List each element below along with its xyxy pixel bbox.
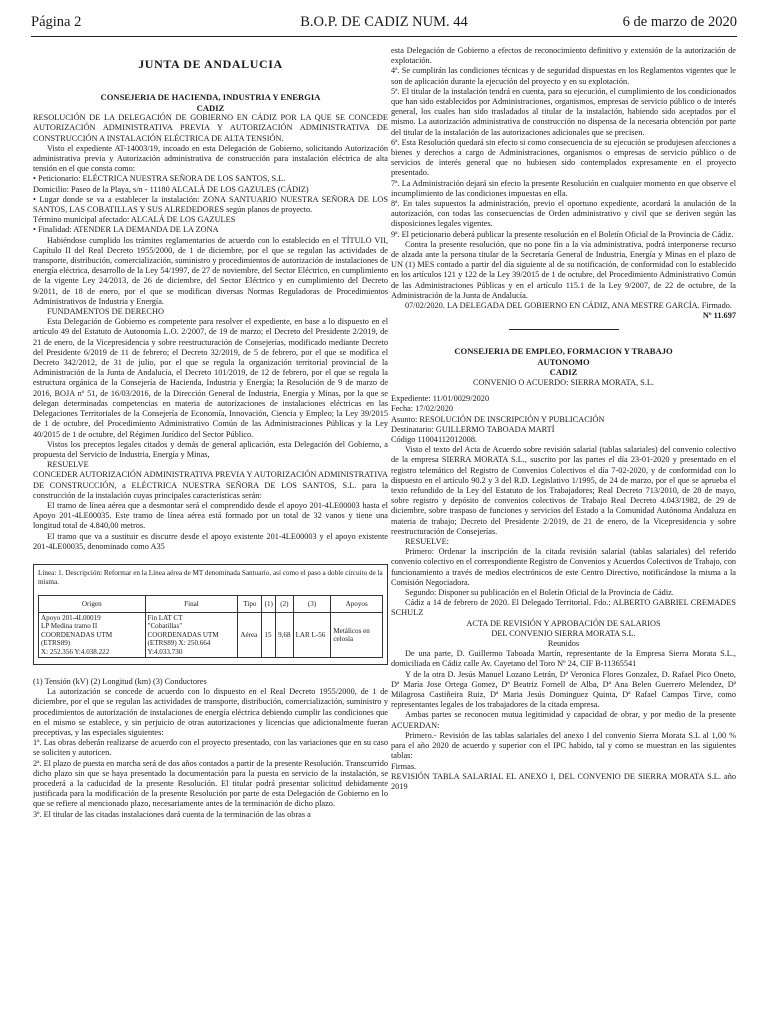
act-subtitle: DEL CONVENIO SIERRA MORATA S.L. bbox=[491, 628, 636, 638]
line-spec-box bbox=[33, 564, 388, 665]
condition-item: 6ª. Esta Resolución quedará sin efecto si como consecuencia de su ejecución se produjesen afecciones a bienes y derechos a cargo de Administraciones, organismos o empresas de servicio público o de servicios de interés general que no hubiesen sido contemplados expresamente en el proyecto presentado. bbox=[391, 137, 736, 178]
table-row bbox=[39, 612, 383, 657]
department-city: CADIZ bbox=[196, 102, 225, 113]
column-header: (1) bbox=[262, 595, 276, 612]
agreement-title: CONVENIO O ACUERDO: SIERRA MORATA, S.L. bbox=[473, 377, 654, 387]
bulletin-title: B.O.P. DE CADIZ NUM. 44 bbox=[300, 14, 468, 30]
location: • Lugar donde se va a establecer la instalación: ZONA SANTUARIO NUESTRA SEÑORA DE LOS SANTOS, LAS COBATILLAS Y SUS ALREDEDORES según planos de proyecto. bbox=[33, 194, 388, 215]
signature: 07/02/2020. LA DELEGADA DEL GOBIERNO EN CÁDIZ, ANA MESTRE GARCÍA. Firmado. bbox=[405, 301, 732, 311]
page-header bbox=[31, 12, 737, 37]
left-column bbox=[33, 46, 388, 1021]
announcement-number: Nº 11.697 bbox=[702, 311, 736, 321]
condition-item: 1ª. Las obras deberán realizarse de acuerdo con el proyecto presentado, con las variaciones que en su caso se soliciten y autoricen. bbox=[33, 738, 388, 758]
column-header: Origen bbox=[39, 595, 146, 612]
table-header-row bbox=[39, 595, 383, 612]
paragraph: Primero.- Revisión de las tablas salariales del anexo I del convenio Sierra Morata S.L al 1,00 % para el año 2020 de acuerdo y superior con el IPC habido, tal y como se muestran en las siguientes tablas: bbox=[391, 730, 736, 761]
paragraph: El tramo de línea aérea que a desmontar será el comprendido desde el apoyo 201-4LE00003 hasta el Apoyo 201-4LE00035. Este tramo de línea aérea está formado por un total de 32 vanos y tiene una longitud total de 4.840,00 metros. bbox=[33, 500, 388, 531]
column-header: Apoyos bbox=[331, 595, 383, 612]
department-title: CONSEJERIA DE HACIENDA, INDUSTRIA Y ENERGIA bbox=[100, 92, 321, 103]
paragraph: Habiéndose cumplido los trámites reglamentarios de acuerdo con lo establecido en el TÍTULO VII, Capítulo II del Real Decreto 1955/2000, de 1 de diciembre, por el que se regulan las actividades de transporte, distribución, comercialización, suministro y procedimientos de autorización de instalaciones de energía eléctrica, desarrollo de la Ley 54/1997, de 27 de noviembre, del Sector Eléctrico, en cumplimiento de la vigente Ley 24/2013, de 26 de diciembre, del Sector Eléctrico y en cumplimiento del Decreto 9/2011, de 18 de enero, por el que se modifican diversas Normas Reguladoras de Procedimientos Administrativos de Industria y Energía. bbox=[33, 235, 388, 306]
department-city: CADIZ bbox=[549, 367, 578, 378]
section-heading-junta: JUNTA DE ANDALUCIA bbox=[138, 57, 283, 71]
act-title: ACTA DE REVISIÓN Y APROBACIÓN DE SALARIOS bbox=[466, 618, 661, 628]
table-footnote: (1) Tensión (kV) (2) Longitud (km) (3) Conductores bbox=[33, 676, 207, 686]
resolution-title: RESOLUCIÓN DE LA DELEGACIÓN DE GOBIERNO EN CÁDIZ POR LA QUE SE CONCEDE AUTORIZACIÓN ADMINISTRATIVA PREVIA Y AUTORIZACIÓN ADMINISTRATIVA DE CONSTRUCCIÓN A INSTALACIÓN ELÉCTRICA DE ALTA TENSIÓN. bbox=[33, 113, 388, 143]
paragraph: Visto el texto del Acta de Acuerdo sobre revisión salarial (tablas salariales) del convenio colectivo de la empresa SIERRA MORATA S.L., suscrito por las partes el día 23-01-2020 y presentado en el registro telemático del Registro de Convenios Colectivos el día 7-02-2020, y de conformidad con lo dispuesto en el artículo 90.2 y 3 del R.D. Legislativo 1/1995, de 24 de marzo, por el que se aprueba el texto refundido de la Ley del Estatuto de los Trabajadores; Real Decreto 713/2010, de 28 de mayo, sobre registro y depósito de convenios colectivos de Trabajo Real Decreto 4.043/1982, de 29 de diciembre, sobre traspaso de funciones y servicios del Estado a la Comunidad Autónoma Andaluza en materia de trabajo; Decreto del Presidente 2/2019, de 21 de enero, de la Vicepresidencia y sobre reestructuración de Consejerías. bbox=[391, 445, 736, 536]
signature: Cádiz a 14 de febrero de 2020. El Delegado Territorial. Fdo.: ALBERTO GABRIEL CREMADES SCHULZ bbox=[391, 598, 736, 618]
right-column bbox=[391, 46, 736, 1021]
table-cell-longitud: 9,68 bbox=[276, 612, 293, 657]
condition-item: 5ª. El titular de la instalación tendrá en cuenta, para su ejecución, el cumplimiento de los condicionados que han sido establecidos por Administraciones, organismos, empresas de servicio público o de interés general, los cuales han sido trasladados al titular de la instalación, habiendo sido aceptados por el mismo. La autorización administrativa de construcción no dispensa de la necesaria obtención por parte del titular de la instalación de las autorizaciones adicionales que se precisen. bbox=[391, 86, 736, 137]
paragraph: Ambas partes se reconocen mutua legitimidad y capacidad de obrar, y por medio de la presente ACUERDAN: bbox=[391, 710, 736, 730]
paragraph: Segundo: Disponer su publicación en el Boletín Oficial de la Provincia de Cádiz. bbox=[405, 588, 674, 598]
paragraph: El tramo que va a sustituir es discurre desde el apoyo existente 201-4LE00003 y el apoyo existente 201-4LE00035, denominado como A35 bbox=[33, 531, 388, 551]
condition-item: 9ª. El peticionario deberá publicar la presente resolución en el Boletín Oficial de la Provincia de Cádiz. bbox=[391, 229, 734, 239]
paragraph: Esta Delegación de Gobierno es competente para resolver el expediente, en base a lo dispuesto en el artículo 49 del Estatuto de Autonomía L.O. 2/2007, de 19 de marzo; el Decreto del Presidente 2/2019, de 21 de enero, de la Vicepresidencia y sobre reestructuración de Consejerías, modificado mediante Decreto del Presidente 6/2019 de 11 de febrero; el Decreto 32/2019, de 5 de febrero, por el que se modifica el Decreto 342/2012, de 31 de julio, por el que se regula la organización territorial provincial de la Administración de la Junta de Andalucía, el Decreto 101/2019, de 12 de febrero, por el que se regula la estructura orgánica de la Consejería de Hacienda, Industria y Energía; la Resolución de 9 de marzo de 2016, BOJA nº 51, de 16/03/2016, de la Dirección General de Industria, Energía y Minas, por la que se delegan determinadas competencias en materia de autorizaciones de instalaciones eléctricas en las Delegaciones Territoriales de la Consejería de Economía, Innovación, Ciencia y Empleo; la Ley 39/2015 de 1 de octubre, del Procedimiento Administrativo Común de las Administraciones Públicas y la Ley 40/2015 de 1 de octubre, del Régimen Jurídico del Sector Público. bbox=[33, 317, 388, 439]
signatures-label: Firmas. bbox=[391, 761, 417, 771]
subheading: RESUELVE: bbox=[405, 537, 449, 547]
table-cell-conductores: LAR L-56 bbox=[293, 612, 331, 657]
paragraph: Primero: Ordenar la inscripción de la citada revisión salarial (tablas salariales) del referido convenio colectivo en el correspondiente Registro de Convenios y Acuerdos Colectivos de Trabajo, con funcionamiento a través de medios electrónicos de este Centro Directivo, notificándose la misma a la Comisión Negociadora. bbox=[391, 547, 736, 587]
municipality: Término municipal afectado: ALCALÁ DE LOS GAZULES bbox=[33, 215, 236, 225]
paragraph: Visto el expediente AT-14003/19, incoado en esta Delegación de Gobierno, solicitando Autorización administrativa previa y Autorización administrativa de construcción para instalación eléctrica de alta tensión en el que consta como: bbox=[33, 143, 388, 174]
column-header: (2) bbox=[276, 595, 293, 612]
subheading: FUNDAMENTOS DE DERECHO bbox=[47, 307, 164, 317]
paragraph: De una parte, D. Guillermo Taboada Martín, representante de la Empresa Sierra Morata S.L., domiciliada en Cádiz calle Av. Cayetano del Toro Nº 24, CIF B-11365541 bbox=[391, 649, 736, 669]
paragraph: Contra la presente resolución, que no pone fin a la vía administrativa, podrá interponerse recurso de alzada ante la persona titular de la Secretaría General de Industria, Energía y Minas en el plazo de UN (1) MES contado a partir del día siguiente al de su notificación, de conformidad con lo establecido en los artículos 121 y 122 de la Ley 39/2015 de 1 de octubre, del Procedimiento Administrativo Común de las Administraciones Públicas y en el artículo 115.1 de la Ley 9/2007, de 22 de octubre, de la Administración de la Junta de Andalucía. bbox=[391, 239, 736, 300]
address: Domicilio: Paseo de la Playa, s/n - 11180 ALCALÁ DE LOS GAZULES (CÁDIZ) bbox=[33, 184, 309, 194]
paragraph: esta Delegación de Gobierno a efectos de reconocimiento definitivo y extensión de la autorización de explotación. bbox=[391, 46, 736, 66]
table-cell-tension: 15 bbox=[262, 612, 276, 657]
paragraph: CONCEDER AUTORIZACIÓN ADMINISTRATIVA PREVIA Y AUTORIZACIÓN ADMINISTRATIVA DE CONSTRUCCIÓN, a ELÉCTRICA NUESTRA SEÑORA DE LOS SANTOS, S.L. para la construcción de la instalación cuyas principales características serán: bbox=[33, 470, 388, 500]
table-cell-final: Fin LAT CT "Cobatillas" COORDENADAS UTM (ETRS89) X: 250.664 Y:4.033.730 bbox=[145, 612, 238, 657]
table-title: REVISIÓN TABLA SALARIAL EL ANEXO I, DEL CONVENIO DE SIERRA MORATA S.L. año 2019 bbox=[391, 771, 736, 791]
subheading: Reunidos bbox=[547, 639, 580, 649]
column-header: Final bbox=[145, 595, 238, 612]
publication-date: 6 de marzo de 2020 bbox=[622, 14, 737, 30]
page-number: Página 2 bbox=[31, 14, 82, 30]
paragraph: Y de la otra D. Jesús Manuel Lozano Letrán, Dª Veronica Flores Gonzalez, D. Rafael Pico Oneto, Dª María Jose Ortega Gomez, Dª Beatriz Fornell de Alba, Dª Ana Belen Guerrero Melendez, Dª Milagrosa Castiñeira Ruiz, Dª Maria Jesús Dominguez Quinta, Dª Rafael Campos Tirve, como representantes legales de los trabajadores de la citada empresa. bbox=[391, 669, 736, 710]
table-cell-apoyos: Metálicos en celosía bbox=[331, 612, 383, 657]
file-code: Código 11004112012008. bbox=[391, 435, 478, 444]
table-cell-origen: Apoyo 201-4L00019 LP Medina tramo II COORDENADAS UTM (ETRS89) X: 252.356 Y:4.038.222 bbox=[39, 612, 146, 657]
column-header: Tipo bbox=[238, 595, 262, 612]
condition-item: 4ª. Se cumplirán las condiciones técnicas y de seguridad dispuestas en los Reglamentos vigentes que le son de aplicación durante la ejecución del proyecto y en su explotación. bbox=[391, 66, 736, 86]
condition-item: 3ª. El titular de las citadas instalaciones dará cuenta de la terminación de las obras a bbox=[33, 809, 311, 819]
subheading: RESUELVE bbox=[47, 460, 89, 470]
paragraph: Vistos los preceptos legales citados y demás de general aplicación, esta Delegación del Gobierno, a propuesta del Servicio de Industria, Energía y Minas, bbox=[33, 439, 388, 459]
purpose: • Finalidad: ATENDER LA DEMANDA DE LA ZONA bbox=[33, 225, 219, 235]
file-number: Expediente: 11/01/0029/2020 bbox=[391, 394, 490, 404]
file-recipient: Destinatario: GUILLERMO TABOADA MARTÍ bbox=[391, 424, 555, 434]
file-date: Fecha: 17/02/2020 bbox=[391, 404, 453, 414]
line-spec-table bbox=[38, 595, 383, 658]
file-subject: Asunto: RESOLUCIÓN DE INSCRIPCIÓN Y PUBLICACIÓN bbox=[391, 414, 605, 424]
line-description: Línea: 1. Descripción: Reformar en la Línea aérea de MT denominada Santuario, así como el paso a doble circuito de la misma. bbox=[38, 568, 383, 586]
condition-item: 8ª. En tales supuestos la administración, previo el oportuno expediente, acordará la anulación de la autorización, con todas las consecuencias de Orden administrativo y civil que se deriven según las disposiciones legales vigentes. bbox=[391, 199, 736, 229]
condition-item: 2ª. El plazo de puesta en marcha será de dos años contados a partir de la presente Resolución. Transcurrido dicho plazo sin que se haya presentado la documentación para la puesta en servicio de la instalación, se procederá a la caducidad de la presente Resolución. El titular podrá presentar solicitud debidamente justificada para la modificación de la presente Resolución por parte de esta Delegación de Gobierno en lo que se refiere al mencionado plazo, necesariamente antes de la terminación de dicho plazo. bbox=[33, 758, 388, 809]
column-header: (3) bbox=[293, 595, 331, 612]
separator-rule bbox=[509, 329, 619, 330]
condition-item: 7ª. La Administración dejará sin efecto la presente Resolución en cualquier momento en que observe el incumplimiento de las condiciones impuestas en ella. bbox=[391, 178, 736, 198]
table-cell-tipo: Aérea bbox=[238, 612, 262, 657]
paragraph: La autorización se concede de acuerdo con lo dispuesto en el Real Decreto 1955/2000, de 1 de diciembre, por el que se regulan las actividades de transporte, distribución, comercialización, suministro y procedimientos de autorización de instalaciones de energía eléctrica debiendo cumplir las condiciones que en el mismo se establece, y sin perjuicio de otras autorizaciones y licencias que adicionalmente fueran preceptivas, y las especiales siguientes: bbox=[33, 687, 388, 737]
petitioner: • Peticionario: ELÉCTRICA NUESTRA SEÑORA DE LOS SANTOS, S.L. bbox=[33, 174, 286, 184]
department-title: CONSEJERIA DE EMPLEO, FORMACION Y TRABAJO AUTONOMO bbox=[454, 346, 673, 367]
